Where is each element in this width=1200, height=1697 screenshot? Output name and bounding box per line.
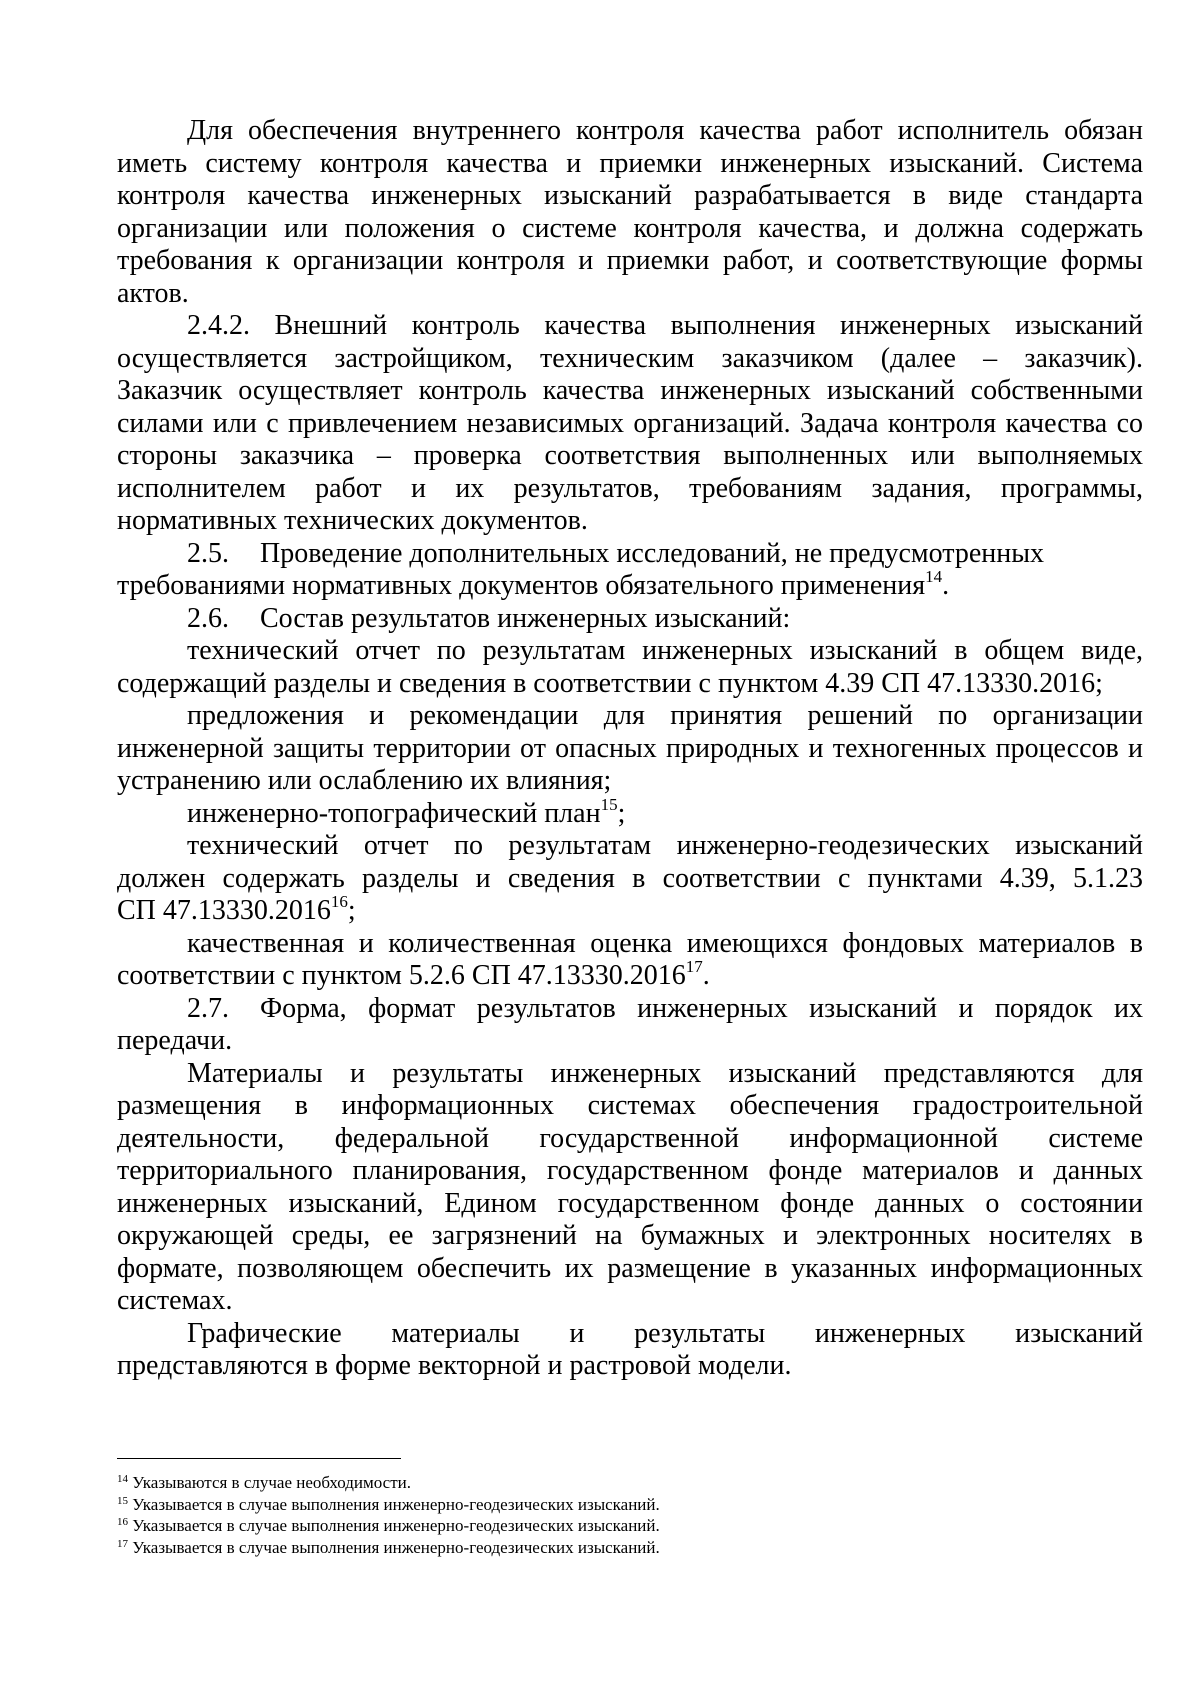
text-line: Графические материалы и результаты инженерных изысканий [187,1317,1143,1349]
list-item-topographic-plan [117,794,1143,831]
text-line: содержащий разделы и сведения в соответствии с пунктом 4.39 СП 47.13330.2016; [117,667,1103,699]
text-line: Заказчик осуществляет контроль качества инженерных изысканий собственными [117,375,1143,406]
paragraph-2-5 [117,538,1143,603]
footnote [117,1537,1017,1559]
list-item-technical-report [117,635,1143,700]
footnote-text: Указываются в случае необходимости. [128,1473,412,1492]
text-line: исполнителем работ и их результатов, требованиям задания, программы, [117,472,1143,504]
text-line: представляются в форме векторной и растровой модели. [117,1350,792,1381]
section-heading: Форма, формат результатов инженерных изысканий и порядок их [260,992,1143,1024]
text-line [117,538,1143,571]
body-text [117,115,1143,1383]
text-fragment: СП 47.13330.2016 [117,895,331,926]
text-line: окружающей среды, ее загрязнений на бумажных и электронных носителях в [117,1220,1143,1251]
text-line: требования к организации контроля и приемки работ, и соответствующие формы [117,245,1143,276]
text-line: инженерной защиты территории от опасных природных и техногенных процессов и [117,732,1143,764]
text-fragment: соответствии с пунктом 5.2.6 СП 47.13330.2016 [117,960,686,991]
footnote [117,1494,1017,1516]
text-line: нормативных технических документов. [117,505,588,536]
text-line: актов. [117,277,189,309]
text-line: осуществляется застройщиком, техническим заказчиком (далее – заказчик). [117,342,1143,374]
text-line: предложения и рекомендации для принятия решений по организации [187,700,1143,731]
footnote-number: 15 [117,1494,128,1507]
text-line: 2.4.2. Внешний контроль качества выполнения инженерных изысканий [187,310,1143,341]
text-line: передачи. [117,1025,233,1056]
text-line [117,993,1143,1026]
paragraph-2-4-2 [117,310,1143,538]
section-number: 2.5. [187,537,229,569]
text-line: деятельности, федеральной государственной информационной системе [117,1122,1143,1154]
text-line: иметь систему контроля качества и приемки инженерных изысканий. Система [117,147,1143,179]
text-line: СП 47.13330.2016$^{16}$; [117,892,356,926]
text-line: организации или положения о системе контроля качества, и должна содержать [117,212,1143,244]
text-line [117,603,1143,636]
text-line: территориального планирования, государственном фонде материалов и данных [117,1155,1143,1186]
text-line: Для обеспечения внутреннего контроля качества работ исполнитель обязан [187,115,1143,146]
section-number: 2.6. [187,602,229,634]
section-heading: Состав результатов инженерных изысканий: [260,602,791,634]
list-item-fund-materials [117,928,1143,993]
text-line: инженерных изысканий, Едином государственном фонде данных о состоянии [117,1187,1143,1219]
text-line: системах. [117,1285,233,1316]
footnote-text: Указывается в случае выполнения инженерно-геодезических изысканий. [128,1516,660,1535]
list-item-geodetic-report [117,830,1143,928]
paragraph-2-6 [117,603,1143,636]
text-line: инженерно-топографический план$^{15}$; [187,794,626,829]
text-line: требованиями нормативных документов обязательного применения$^{14}$. [117,567,950,601]
footnote-ref: 14 [925,567,943,586]
text-line: контроля качества инженерных изысканий разрабатывается в виде стандарта [117,180,1143,211]
footnote-ref: 16 [330,892,348,911]
paragraph-graphic-materials [117,1318,1143,1383]
text-line: размещения в информационных системах обеспечения градостроительной [117,1090,1143,1121]
text-fragment: требованиями нормативных документов обязательного применения [117,570,926,601]
text-line: устранению или ослаблению их влияния; [117,765,612,796]
text-line: технический отчет по результатам инженерно-геодезических изысканий [187,830,1143,861]
footnote [117,1515,1017,1537]
text-line: силами или с привлечением независимых организаций. Задача контроля качества со [117,407,1143,439]
text-line: должен содержать разделы и сведения в соответствии с пунктами 4.39, 5.1.23 [117,862,1143,894]
footnote-separator [117,1458,401,1459]
footnote-text: Указывается в случае выполнения инженерно-геодезических изысканий. [128,1494,660,1514]
footnote-ref: 17 [685,957,703,976]
text-line: технический отчет по результатам инженерных изысканий в общем виде, [187,635,1143,666]
footnote-ref: 15 [600,794,618,814]
section-number: 2.7. [187,992,229,1024]
paragraph-internal-control [117,115,1143,310]
paragraph-2-7 [117,993,1143,1058]
text-line: Материалы и результаты инженерных изысканий представляются для [187,1057,1143,1089]
footnote-number: 16 [117,1516,128,1528]
text-line: качественная и количественная оценка имеющихся фондовых материалов в [187,927,1143,959]
text-fragment: инженерно-топографический план [187,797,601,829]
list-item-proposals [117,700,1143,798]
footnotes [117,1472,1017,1558]
section-heading: Проведение дополнительных исследований, не предусмотренных [260,537,1045,569]
footnote-number: 17 [117,1537,128,1550]
footnote [117,1472,1017,1494]
paragraph-materials [117,1058,1143,1318]
footnote-text: Указывается в случае выполнения инженерно-геодезических изысканий. [128,1537,660,1557]
footnote-number: 14 [117,1473,128,1485]
text-line: формате, позволяющем обеспечить их размещение в указанных информационных [117,1252,1143,1284]
text-line: стороны заказчика – проверка соответствия выполненных или выполняемых [117,440,1143,471]
text-line: соответствии с пунктом 5.2.6 СП 47.13330.2016$^{17}$. [117,957,710,991]
